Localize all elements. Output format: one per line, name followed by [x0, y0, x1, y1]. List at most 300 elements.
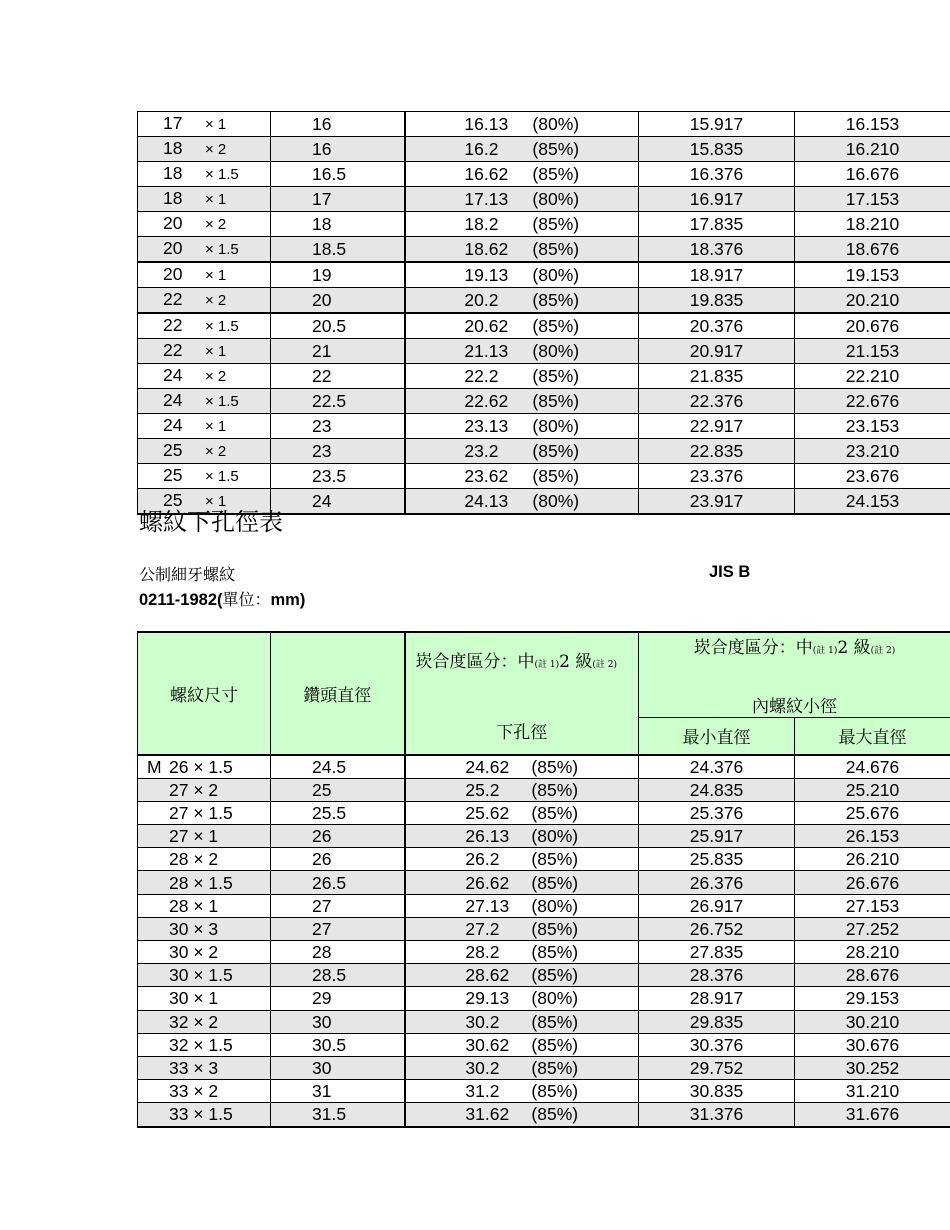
lower-hole-value: 16.13	[464, 114, 509, 134]
thread-size-cell	[138, 987, 271, 1010]
lower-hole-value: 30.2	[465, 1058, 500, 1079]
lower-hole-cell	[405, 187, 639, 212]
max-diameter-cell: 30.676	[795, 1033, 950, 1056]
lower-hole-cell	[405, 389, 639, 414]
thread-pitch: × 1	[205, 493, 227, 510]
min-diameter-cell: 27.835	[639, 941, 795, 964]
thread-size-cell	[138, 801, 271, 824]
drill-diameter-cell: 21	[271, 339, 405, 364]
drill-diameter-cell: 23	[271, 439, 405, 464]
lower-hole-cell	[405, 964, 639, 987]
thread-size-cell	[138, 1033, 271, 1056]
lower-hole-value: 22.62	[464, 391, 509, 411]
max-diameter-cell: 21.153	[795, 339, 950, 364]
lower-hole-percent: (85%)	[531, 1011, 579, 1032]
drill-diameter-cell: 30.5	[271, 1033, 405, 1056]
max-diameter-cell: 16.676	[795, 162, 950, 187]
max-diameter-cell: 16.153	[795, 112, 950, 137]
min-diameter-cell: 22.835	[639, 439, 795, 464]
lower-hole-cell	[405, 941, 639, 964]
lower-hole-percent: (80%)	[532, 265, 580, 285]
thread-size-cell	[138, 871, 271, 894]
lower-hole-cell	[405, 288, 639, 314]
thread-size-cell	[138, 848, 271, 871]
thread-size-cell	[138, 1080, 271, 1103]
thread-size: 27 × 1	[169, 826, 219, 847]
max-diameter-cell: 18.210	[795, 212, 950, 237]
max-diameter-cell: 28.676	[795, 964, 950, 987]
lower-hole-cell	[405, 1010, 639, 1033]
lower-hole-cell	[405, 489, 639, 515]
min-diameter-cell: 20.917	[639, 339, 795, 364]
table-row	[138, 778, 950, 801]
bottom-thread-table	[137, 631, 950, 1128]
max-diameter-cell: 18.676	[795, 237, 950, 263]
lower-hole-value: 23.13	[464, 416, 509, 436]
drill-diameter-cell: 27	[271, 917, 405, 940]
lower-hole-value: 26.2	[465, 849, 500, 870]
lower-hole-cell	[405, 112, 639, 137]
lower-hole-percent: (85%)	[531, 802, 579, 823]
drill-diameter-cell: 27	[271, 894, 405, 917]
thread-diameter: 25	[163, 440, 183, 460]
thread-size-cell	[138, 755, 271, 779]
lower-hole-cell	[405, 439, 639, 464]
lower-hole-value: 16.62	[464, 164, 509, 184]
lower-hole-percent: (80%)	[532, 416, 580, 436]
drill-diameter-cell: 17	[271, 187, 405, 212]
max-diameter-cell: 28.210	[795, 941, 950, 964]
lower-hole-percent: (85%)	[532, 239, 580, 259]
drill-diameter-cell: 16	[271, 112, 405, 137]
min-diameter-cell: 25.376	[639, 801, 795, 824]
table-row	[138, 1010, 950, 1033]
thread-size-cell	[138, 262, 271, 288]
thread-size-cell	[138, 414, 271, 439]
lower-hole-percent: (85%)	[531, 756, 579, 777]
thread-size-cell	[138, 1056, 271, 1079]
lower-hole-value: 31.2	[465, 1081, 500, 1102]
table-row	[138, 162, 950, 187]
drill-diameter-cell: 30	[271, 1056, 405, 1079]
subtitle-fine-thread: 公制細牙螺紋	[139, 565, 236, 584]
lower-hole-cell	[405, 801, 639, 824]
thread-pitch: × 1	[205, 343, 227, 360]
thread-size-cell	[138, 1010, 271, 1033]
thread-size-cell	[138, 389, 271, 414]
lower-hole-cell	[405, 871, 639, 894]
table-row	[138, 313, 950, 339]
min-diameter-cell: 16.917	[639, 187, 795, 212]
drill-diameter-cell: 20	[271, 288, 405, 314]
lower-hole-percent: (85%)	[531, 872, 579, 893]
lower-hole-percent: (85%)	[531, 779, 579, 800]
lower-hole-cell	[405, 212, 639, 237]
thread-size: 26 × 1.5	[169, 756, 233, 777]
table-row	[138, 1080, 950, 1103]
min-diameter-cell: 24.835	[639, 778, 795, 801]
table-row	[138, 941, 950, 964]
lower-hole-percent: (85%)	[532, 366, 580, 386]
header-max-diameter: 最大直徑	[795, 718, 950, 755]
thread-diameter: 25	[163, 490, 183, 510]
min-diameter-cell: 30.376	[639, 1033, 795, 1056]
drill-diameter-cell: 22	[271, 364, 405, 389]
min-diameter-cell: 28.376	[639, 964, 795, 987]
min-diameter-cell: 18.376	[639, 237, 795, 263]
thread-size-cell	[138, 894, 271, 917]
min-diameter-cell: 15.917	[639, 112, 795, 137]
lower-hole-percent: (85%)	[531, 1104, 579, 1125]
table-row	[138, 288, 950, 314]
note1-right-label: (註 1)	[812, 646, 838, 656]
max-diameter-cell: 20.676	[795, 313, 950, 339]
lower-hole-cell	[405, 1056, 639, 1079]
thread-size-cell	[138, 339, 271, 364]
lower-hole-percent: (85%)	[532, 214, 580, 234]
drill-diameter-cell: 20.5	[271, 313, 405, 339]
thread-size-cell	[138, 778, 271, 801]
thread-pitch: × 1.5	[205, 166, 239, 183]
max-diameter-cell: 24.153	[795, 489, 950, 515]
lower-hole-value: 28.62	[465, 965, 510, 986]
lower-hole-cell	[405, 825, 639, 848]
thread-diameter: 20	[163, 238, 183, 258]
thread-diameter: 20	[163, 264, 183, 284]
thread-size-cell	[138, 1103, 271, 1127]
thread-size: 33 × 2	[169, 1081, 219, 1102]
thread-size-cell	[138, 313, 271, 339]
drill-diameter-cell: 29	[271, 987, 405, 1010]
subtitle-standard-number	[139, 587, 305, 610]
header-drill-diameter: 鑽頭直徑	[271, 632, 405, 755]
max-diameter-cell: 22.676	[795, 389, 950, 414]
thread-size: 32 × 1.5	[169, 1034, 233, 1055]
fit-class-label: 崁合度區分：中	[415, 652, 535, 672]
bottom-table-body	[138, 755, 950, 1127]
table-row	[138, 414, 950, 439]
min-diameter-cell: 24.376	[639, 755, 795, 779]
thread-diameter: 18	[163, 163, 183, 183]
max-diameter-cell: 22.210	[795, 364, 950, 389]
note2-label: (註 2)	[592, 660, 617, 670]
min-diameter-cell: 19.835	[639, 288, 795, 314]
thread-size-cell	[138, 825, 271, 848]
min-diameter-cell: 23.376	[639, 464, 795, 489]
unit-value: mm)	[270, 591, 306, 609]
max-diameter-cell: 30.252	[795, 1056, 950, 1079]
drill-diameter-cell: 18	[271, 212, 405, 237]
header-fit-class	[405, 632, 639, 718]
lower-hole-value: 23.62	[464, 466, 509, 486]
drill-diameter-cell: 23	[271, 414, 405, 439]
drill-diameter-cell: 16	[271, 137, 405, 162]
min-diameter-cell: 15.835	[639, 137, 795, 162]
thread-size-cell	[138, 439, 271, 464]
note2-right-label: (註 2)	[870, 646, 896, 656]
table-row	[138, 364, 950, 389]
lower-hole-value: 24.62	[465, 756, 510, 777]
min-diameter-cell: 25.917	[639, 825, 795, 848]
lower-hole-value: 28.2	[465, 942, 500, 963]
max-diameter-cell: 16.210	[795, 137, 950, 162]
table-row	[138, 389, 950, 414]
lower-hole-percent: (85%)	[531, 1058, 579, 1079]
max-diameter-cell: 23.210	[795, 439, 950, 464]
drill-diameter-cell: 23.5	[271, 464, 405, 489]
max-diameter-cell: 29.153	[795, 987, 950, 1010]
thread-diameter: 17	[163, 113, 183, 133]
lower-hole-cell	[405, 1080, 639, 1103]
lower-hole-value: 24.13	[464, 491, 509, 511]
max-diameter-cell: 23.153	[795, 414, 950, 439]
max-diameter-cell: 30.210	[795, 1010, 950, 1033]
thread-size: 28 × 1.5	[169, 872, 233, 893]
thread-size: 27 × 1.5	[169, 802, 233, 823]
lower-hole-value: 27.2	[465, 918, 500, 939]
table-row	[138, 1056, 950, 1079]
max-diameter-cell: 23.676	[795, 464, 950, 489]
table-row	[138, 871, 950, 894]
thread-pitch: × 1	[205, 267, 227, 284]
max-diameter-cell: 26.210	[795, 848, 950, 871]
lower-hole-cell	[405, 262, 639, 288]
max-diameter-cell: 31.676	[795, 1103, 950, 1127]
standard-code: 0211-1982(	[139, 591, 223, 609]
lower-hole-cell	[405, 755, 639, 779]
thread-pitch: × 1.5	[205, 318, 239, 335]
table-row	[138, 212, 950, 237]
thread-size-cell	[138, 364, 271, 389]
lower-hole-value: 26.13	[465, 826, 510, 847]
table-row	[138, 1033, 950, 1056]
lower-hole-percent: (85%)	[532, 139, 580, 159]
thread-diameter: 20	[163, 213, 183, 233]
table-row	[138, 137, 950, 162]
max-diameter-cell: 27.252	[795, 917, 950, 940]
max-diameter-cell: 27.153	[795, 894, 950, 917]
thread-size: 33 × 3	[169, 1058, 219, 1079]
drill-diameter-cell: 30	[271, 1010, 405, 1033]
max-diameter-cell: 25.210	[795, 778, 950, 801]
thread-size-cell	[138, 187, 271, 212]
lower-hole-cell	[405, 894, 639, 917]
table-row	[138, 964, 950, 987]
max-diameter-cell: 17.153	[795, 187, 950, 212]
grade-label: 2 級	[559, 652, 593, 672]
lower-hole-cell	[405, 987, 639, 1010]
table-row	[138, 262, 950, 288]
lower-hole-percent: (80%)	[532, 189, 580, 209]
header-fit-class-right	[639, 632, 950, 692]
max-diameter-cell: 26.153	[795, 825, 950, 848]
table-row	[138, 1103, 950, 1127]
grade-right-label: 2 級	[837, 638, 871, 658]
lower-hole-percent: (85%)	[531, 965, 579, 986]
min-diameter-cell: 16.376	[639, 162, 795, 187]
thread-pitch: × 2	[205, 216, 227, 233]
lower-hole-value: 20.2	[464, 290, 499, 310]
header-internal-minor: 內螺紋小徑	[639, 692, 950, 718]
drill-diameter-cell: 26.5	[271, 871, 405, 894]
thread-size: 32 × 2	[169, 1011, 219, 1032]
lower-hole-cell	[405, 364, 639, 389]
min-diameter-cell: 26.376	[639, 871, 795, 894]
thread-size-cell	[138, 288, 271, 314]
min-diameter-cell: 25.835	[639, 848, 795, 871]
thread-size: 27 × 2	[169, 779, 219, 800]
lower-hole-value: 19.13	[464, 265, 509, 285]
drill-diameter-cell: 18.5	[271, 237, 405, 263]
thread-diameter: 18	[163, 138, 183, 158]
table-row	[138, 187, 950, 212]
thread-pitch: × 2	[205, 368, 227, 385]
min-diameter-cell: 22.376	[639, 389, 795, 414]
thread-size: 33 × 1.5	[169, 1104, 233, 1125]
lower-hole-percent: (85%)	[532, 466, 580, 486]
section-title: 螺紋下孔徑表	[139, 508, 283, 536]
lower-hole-value: 26.62	[465, 872, 510, 893]
thread-size-cell	[138, 137, 271, 162]
lower-hole-value: 22.2	[464, 366, 499, 386]
lower-hole-value: 31.62	[465, 1104, 510, 1125]
lower-hole-value: 17.13	[464, 189, 509, 209]
thread-size: 28 × 1	[169, 895, 219, 916]
min-diameter-cell: 28.917	[639, 987, 795, 1010]
lower-hole-percent: (85%)	[532, 391, 580, 411]
thread-prefix: M	[147, 756, 162, 777]
thread-size-cell	[138, 964, 271, 987]
min-diameter-cell: 21.835	[639, 364, 795, 389]
thread-size: 30 × 2	[169, 942, 219, 963]
lower-hole-cell	[405, 917, 639, 940]
thread-pitch: × 2	[205, 141, 227, 158]
lower-hole-percent: (80%)	[532, 491, 580, 511]
lower-hole-cell	[405, 237, 639, 263]
thread-pitch: × 1.5	[205, 468, 239, 485]
table-row	[138, 237, 950, 263]
note1-label: (註 1)	[534, 660, 560, 670]
table-row	[138, 987, 950, 1010]
drill-diameter-cell: 22.5	[271, 389, 405, 414]
drill-diameter-cell: 19	[271, 262, 405, 288]
thread-pitch: × 1	[205, 191, 227, 208]
lower-hole-value: 25.2	[465, 779, 500, 800]
thread-pitch: × 1.5	[205, 241, 239, 258]
thread-diameter: 25	[163, 465, 183, 485]
max-diameter-cell: 20.210	[795, 288, 950, 314]
lower-hole-value: 21.13	[464, 341, 509, 361]
top-thread-table	[137, 111, 950, 515]
drill-diameter-cell: 31.5	[271, 1103, 405, 1127]
lower-hole-percent: (85%)	[531, 849, 579, 870]
drill-diameter-cell: 26	[271, 825, 405, 848]
lower-hole-cell	[405, 339, 639, 364]
lower-hole-percent: (80%)	[531, 988, 579, 1009]
lower-hole-percent: (85%)	[532, 164, 580, 184]
lower-hole-value: 30.2	[465, 1011, 500, 1032]
lower-hole-cell	[405, 162, 639, 187]
lower-hole-value: 30.62	[465, 1034, 510, 1055]
drill-diameter-cell: 28.5	[271, 964, 405, 987]
thread-size-cell	[138, 237, 271, 263]
top-table-body	[138, 112, 950, 515]
thread-size: 28 × 2	[169, 849, 219, 870]
min-diameter-cell: 26.917	[639, 894, 795, 917]
lower-hole-value: 18.2	[464, 214, 499, 234]
lower-hole-value: 20.62	[464, 316, 509, 336]
thread-size-cell	[138, 941, 271, 964]
drill-diameter-cell: 25	[271, 778, 405, 801]
fit-class-right-label: 崁合度區分：中	[693, 638, 813, 658]
thread-pitch: × 1.5	[205, 393, 239, 410]
min-diameter-cell: 18.917	[639, 262, 795, 288]
bottom-table-header	[138, 632, 950, 755]
min-diameter-cell: 26.752	[639, 917, 795, 940]
lower-hole-percent: (80%)	[531, 895, 579, 916]
thread-pitch: × 2	[205, 443, 227, 460]
lower-hole-cell	[405, 464, 639, 489]
lower-hole-percent: (80%)	[532, 341, 580, 361]
thread-diameter: 22	[163, 289, 183, 309]
drill-diameter-cell: 24.5	[271, 755, 405, 779]
header-min-diameter: 最小直徑	[639, 718, 795, 755]
table-row	[138, 464, 950, 489]
max-diameter-cell: 26.676	[795, 871, 950, 894]
lower-hole-percent: (85%)	[532, 290, 580, 310]
lower-hole-value: 29.13	[465, 988, 510, 1009]
lower-hole-percent: (85%)	[531, 942, 579, 963]
table-row	[138, 848, 950, 871]
lower-hole-cell	[405, 137, 639, 162]
lower-hole-cell	[405, 1033, 639, 1056]
header-thread-size: 螺紋尺寸	[138, 632, 271, 755]
lower-hole-cell	[405, 313, 639, 339]
lower-hole-cell	[405, 1103, 639, 1127]
thread-pitch: × 2	[205, 292, 227, 309]
table-row	[138, 825, 950, 848]
lower-hole-cell	[405, 778, 639, 801]
table-row	[138, 894, 950, 917]
table-row	[138, 339, 950, 364]
table-row	[138, 755, 950, 779]
min-diameter-cell: 22.917	[639, 414, 795, 439]
thread-size-cell	[138, 162, 271, 187]
lower-hole-value: 18.62	[464, 239, 509, 259]
lower-hole-percent: (85%)	[532, 441, 580, 461]
min-diameter-cell: 17.835	[639, 212, 795, 237]
lower-hole-value: 23.2	[464, 441, 499, 461]
thread-diameter: 24	[163, 390, 183, 410]
drill-diameter-cell: 24	[271, 489, 405, 515]
min-diameter-cell: 20.376	[639, 313, 795, 339]
lower-hole-cell	[405, 414, 639, 439]
thread-pitch: × 1	[205, 116, 227, 133]
lower-hole-percent: (85%)	[531, 1034, 579, 1055]
lower-hole-percent: (85%)	[531, 1081, 579, 1102]
lower-hole-cell	[405, 848, 639, 871]
max-diameter-cell: 25.676	[795, 801, 950, 824]
drill-diameter-cell: 31	[271, 1080, 405, 1103]
header-lower-hole: 下孔徑	[405, 718, 639, 755]
lower-hole-percent: (85%)	[531, 918, 579, 939]
thread-diameter: 18	[163, 188, 183, 208]
lower-hole-value: 27.13	[465, 895, 510, 916]
thread-pitch: × 1	[205, 418, 227, 435]
table-row	[138, 917, 950, 940]
max-diameter-cell: 24.676	[795, 755, 950, 779]
thread-size: 30 × 1.5	[169, 965, 233, 986]
